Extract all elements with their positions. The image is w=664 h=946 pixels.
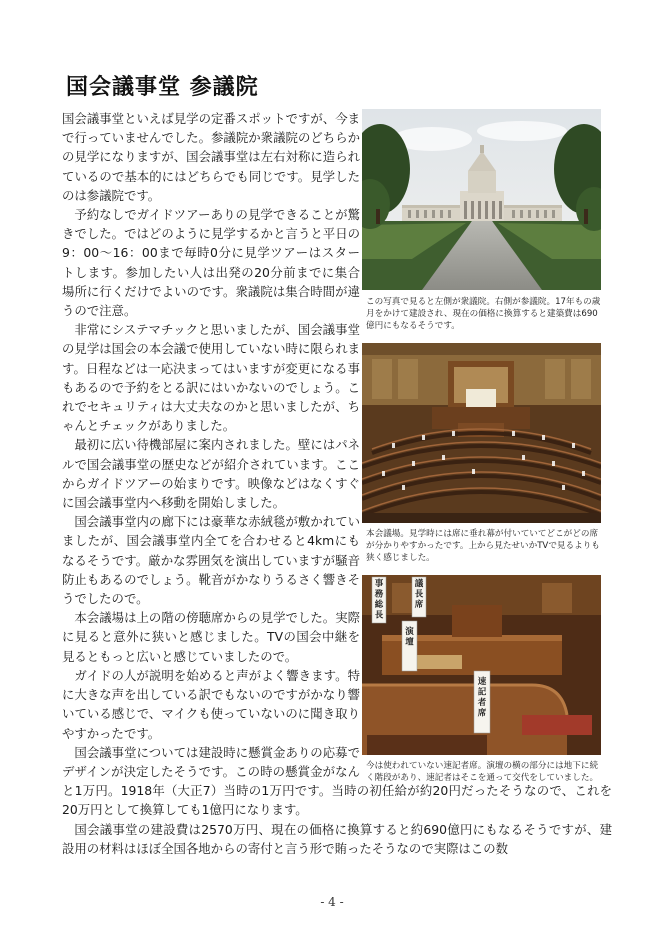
page-title: 国会議事堂 参議院 xyxy=(66,75,259,100)
paragraph: 国会議事堂の建設費は2570万円、現在の価格に換算すると約690億円にもなるそうですが、建設用の材料はほぼ全国各地からの寄付と言う形で賄ったそうなので実際はこの数 xyxy=(62,821,612,856)
sign-speaker-seat: 議長席 xyxy=(414,579,424,610)
paragraph: 国会議事堂内の廊下には豪華な赤絨毯が敷かれていましたが、国会議事堂内全てを合わせると4kmにもなるそうです。厳かな雰囲気を演出していますが騒音防止もあるのでしょう。靴音がかなりうるさく響きそうでしたので。 xyxy=(62,514,360,607)
article-body xyxy=(62,109,612,879)
figure-1-caption: この写真で見ると左側が衆議院。右側が参議院。17年もの歳月をかけて建設され、現在の価格に換算すると建築費は690億円にもなるそうです。 xyxy=(366,297,601,332)
figure-2-caption: 本会議場。見学時には席に垂れ幕が付いていてどこがどの席が分かりやすかったです。上から見たせいかTVで見るよりも狭く感じました。 xyxy=(366,529,600,564)
page-number: - 4 - xyxy=(320,895,344,909)
paragraph: 予約なしでガイドツアーありの見学できることが驚きでした。ではどのように見学するかと言うと平日の9：00～16：00まで毎時0分に見学ツアーはスタートします。参加したい人は出発の20分前までに集合場所に行くだけでよいのです。衆議院は集合時間が違うので注意。 xyxy=(62,207,360,319)
paragraph: 非常にシステマチックと思いましたが、国会議事堂の見学は国会の本会議で使用していない時に限られます。日程などは一応決まってはいますが変更になる事もあるので予約をとる訳にはいかないのでしょう。これでセキュリティは大丈夫なのかと思いましたが、ちゃんとチェックがありました。 xyxy=(62,322,360,434)
paragraph: 最初に広い待機部屋に案内されました。壁にはパネルで国会議事堂の歴史などが紹介されています。ここからガイドツアーの始まりです。映像などはなくすぐに国会議事堂内へ移動を開始しました。 xyxy=(62,437,360,511)
sign-stenographer-seat: 速記者席 xyxy=(477,677,487,719)
paragraph: ガイドの人が説明を始めると声がよく響きます。特に大きな声を出している訳でもないのですがかなり響いている感じで、マイクも使っていないのに聞き取りやすかったです。 xyxy=(62,667,360,741)
paragraph: 国会議事堂といえば見学の定番スポットですが、今まで行っていませんでした。参議院か衆議院のどちらかの見学になりますが、国会議事堂は左右対称に造られているので基本的にはどちらでも同じです。見学したのは参議院です。 xyxy=(62,111,360,203)
figure-3-caption: 今は使われていない速記者席。演壇の横の部分には地下に続く階段があり、速記者はそこを通って交代をしていました。 xyxy=(366,761,599,784)
paragraph: 国会議事堂については建設時に懸賞金ありの応募でデザインが決定したそうです。この時の懸賞金がなんと1万円。1918年（大正7）当時の1万円です。当時の初任給が約20円だったそうなので、これを20万円として換算しても1億円になります。 xyxy=(62,744,612,818)
sign-podium: 演壇 xyxy=(405,627,414,648)
paragraph: 本会議場は上の階の傍聴席からの見学でした。実際に見ると意外に狭いと感じました。TVの国会中継を見るともっと広いと感じていましたので。 xyxy=(62,610,360,664)
photo-column-spacer xyxy=(368,109,612,769)
sign-secretary-general: 事務総長 xyxy=(374,579,384,621)
